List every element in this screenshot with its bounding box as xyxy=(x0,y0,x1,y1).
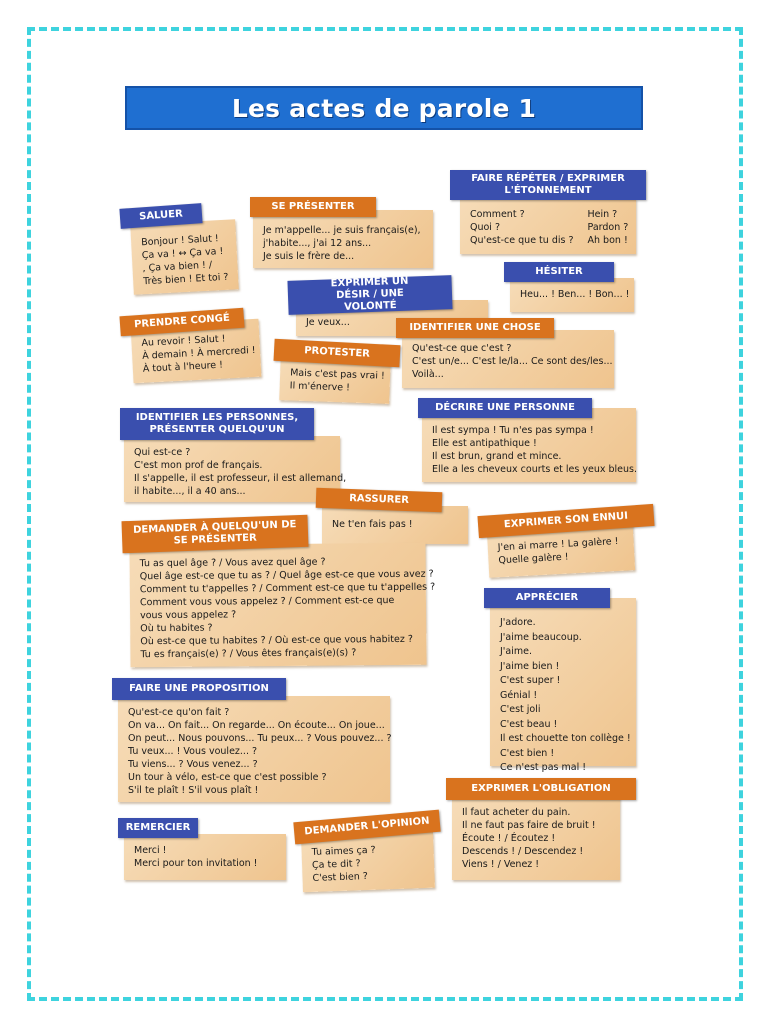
text-line: Un tour à vélo, est-ce que c'est possible ? xyxy=(128,772,327,783)
text-line: j'habite..., j'ai 12 ans... xyxy=(263,238,372,249)
text-line: Tu as quel âge ? / Vous avez quel âge ? xyxy=(139,556,326,570)
label-rassurer: RASSURER xyxy=(316,488,443,512)
text-line: Comment vous vous appelez ? / Comment est-ce que xyxy=(139,594,395,609)
text-line: À tout à l'heure ! xyxy=(142,359,224,375)
label-exprimer-obligation: EXPRIMER L'OBLIGATION xyxy=(446,778,636,800)
text-line: Merci ! xyxy=(134,845,167,856)
label-decrire-personne: DÉCRIRE UNE PERSONNE xyxy=(418,398,592,418)
text-line: Elle a les cheveux courts et les yeux bleus. xyxy=(432,464,637,475)
text-line: Qu'est-ce que tu dis ? xyxy=(470,235,574,246)
card-identifier-personnes xyxy=(124,436,347,502)
text-line: Tu viens... ? Vous venez... ? xyxy=(128,759,258,770)
label-apprecier: APPRÉCIER xyxy=(484,588,610,608)
text-line: C'est super ! xyxy=(500,675,561,686)
label-identifier-chose: IDENTIFIER UNE CHOSE xyxy=(396,318,554,338)
label-faire-repeter: FAIRE RÉPÉTER / EXPRIMER L'ÉTONNEMENT xyxy=(450,170,646,200)
title-banner xyxy=(125,86,643,130)
text-line: Il est sympa ! Tu n'es pas sympa ! xyxy=(432,425,594,436)
card-saluer xyxy=(130,219,239,294)
text-line: C'est mon prof de français. xyxy=(134,460,263,471)
text-line: Elle est antipathique ! xyxy=(432,438,537,449)
text-line: J'en ai marre ! La galère ! xyxy=(497,535,619,554)
text-line: Tu es français(e) ? / Vous êtes français(e)(s) ? xyxy=(140,647,357,661)
text-line: Génial ! xyxy=(500,689,538,701)
label-hesiter: HÉSITER xyxy=(504,262,614,282)
card-hesiter xyxy=(510,278,634,312)
text-line: J'aime beaucoup. xyxy=(500,631,582,643)
label-demander-presenter: DEMANDER À QUELQU'UN DE SE PRÉSENTER xyxy=(121,515,308,553)
text-line: J'aime. xyxy=(500,646,532,657)
label-exprimer-ennui: EXPRIMER SON ENNUI xyxy=(477,504,654,538)
text-line: Qui est-ce ? xyxy=(134,447,191,458)
page-title: Les actes de parole 1 xyxy=(231,93,537,123)
text-line: Ce n'est pas mal ! xyxy=(500,762,587,773)
label-identifier-personnes: IDENTIFIER LES PERSONNES, PRÉSENTER QUELQU'UN xyxy=(120,408,314,440)
label-remercier: REMERCIER xyxy=(118,818,198,838)
text-line: Écoute ! / Écoutez ! xyxy=(462,833,556,844)
text-line: Ah bon ! xyxy=(587,235,628,246)
text-line: Très bien ! Et toi ? xyxy=(142,271,229,288)
text-line: On peut... Nous pouvons... Tu peux... ? Vous pouvez... ? xyxy=(128,733,392,744)
text-line: S'il te plaît ! S'il vous plaît ! xyxy=(128,785,259,796)
text-line: Pardon ? xyxy=(587,222,629,233)
text-line: Bonjour ! Salut ! xyxy=(140,233,220,249)
text-line: vous vous appelez ? xyxy=(140,609,237,622)
text-line: Il s'appelle, il est professeur, il est allemand, xyxy=(134,473,347,484)
text-line: Qu'est-ce que c'est ? xyxy=(412,343,512,354)
card-faire-proposition xyxy=(118,696,390,802)
text-line: Quoi ? xyxy=(470,222,501,233)
text-line: Il est chouette ton collège ! xyxy=(500,733,631,744)
text-line: Hein ? xyxy=(587,209,618,220)
text-line: Viens ! / Venez ! xyxy=(462,859,540,870)
text-line: Ça te dit ? xyxy=(311,858,361,871)
label-prendre-conge: PRENDRE CONGÉ xyxy=(119,308,244,337)
text-line: On va... On fait... On regarde... On écoute... On joue... xyxy=(128,720,385,731)
text-line: Comment ? xyxy=(470,209,525,220)
text-line: Je m'appelle... je suis français(e), xyxy=(263,225,421,236)
text-line: , Ça va bien ! / xyxy=(142,259,213,275)
label-se-presenter: SE PRÉSENTER xyxy=(250,197,376,217)
text-line: J'aime bien ! xyxy=(500,660,560,672)
text-line: C'est un/e... C'est le/la... Ce sont des/les... xyxy=(412,356,613,367)
text-line: C'est beau ! xyxy=(500,718,558,730)
text-line: Au revoir ! Salut ! xyxy=(141,333,226,349)
text-line: Où est-ce que tu habites ? / Où est-ce que vous habitez ? xyxy=(140,633,413,648)
text-line: Voilà... xyxy=(412,369,444,380)
label-protester: PROTESTER xyxy=(274,339,401,368)
label-demander-opinion: DEMANDER L'OPINION xyxy=(293,810,440,845)
card-se-presenter xyxy=(253,210,433,268)
text-line: C'est bien ! xyxy=(500,747,555,759)
card-apprecier xyxy=(490,598,636,773)
card-faire-repeter xyxy=(460,198,636,254)
text-line: Descends ! / Descendez ! xyxy=(462,846,584,857)
text-line: Quelle galère ! xyxy=(498,551,569,567)
card-exprimer-obligation xyxy=(452,796,620,880)
card-demander-presenter xyxy=(129,543,436,668)
card-decrire-personne xyxy=(422,408,636,482)
text-line: C'est bien ? xyxy=(312,871,369,884)
text-line: Il m'énerve ! xyxy=(289,380,351,394)
text-line: Je suis le frère de... xyxy=(263,251,355,262)
text-line: Qu'est-ce qu'on fait ? xyxy=(128,707,230,718)
card-remercier xyxy=(124,834,286,880)
text-line: À demain ! À mercredi ! xyxy=(141,344,256,362)
text-line: Il ne faut pas faire de bruit ! xyxy=(462,820,596,831)
text-line: Heu... ! Ben... ! Bon... ! xyxy=(520,289,630,300)
label-saluer: SALUER xyxy=(119,203,202,229)
label-exprimer-desir: EXPRIMER UN DÉSIR / UNE VOLONTÉ xyxy=(287,275,452,315)
text-line: il habite..., il a 40 ans... xyxy=(134,486,246,497)
text-line: Où tu habites ? xyxy=(140,622,213,635)
text-line: Il faut acheter du pain. xyxy=(462,807,571,818)
text-line: Ça va ! ↔ Ça va ! xyxy=(141,245,224,262)
text-line: Quel âge est-ce que tu as ? / Quel âge est-ce que vous avez ? xyxy=(139,568,434,583)
text-line: J'adore. xyxy=(500,617,536,628)
text-line: Comment tu t'appelles ? / Comment est-ce que tu t'appelles ? xyxy=(139,581,436,596)
text-line: Mais c'est pas vrai ! xyxy=(289,367,385,382)
text-line: Ne t'en fais pas ! xyxy=(332,519,413,530)
text-line: Tu veux... ! Vous voulez... ? xyxy=(128,746,258,757)
text-line: Je veux... xyxy=(306,317,350,328)
text-line: C'est joli xyxy=(500,704,541,715)
card-rassurer xyxy=(322,506,468,544)
label-faire-proposition: FAIRE UNE PROPOSITION xyxy=(112,678,286,700)
card-identifier-chose xyxy=(402,330,614,388)
text-line: Tu aimes ça ? xyxy=(311,844,376,858)
text-line: Merci pour ton invitation ! xyxy=(134,858,258,869)
text-line: Il est brun, grand et mince. xyxy=(432,451,562,462)
